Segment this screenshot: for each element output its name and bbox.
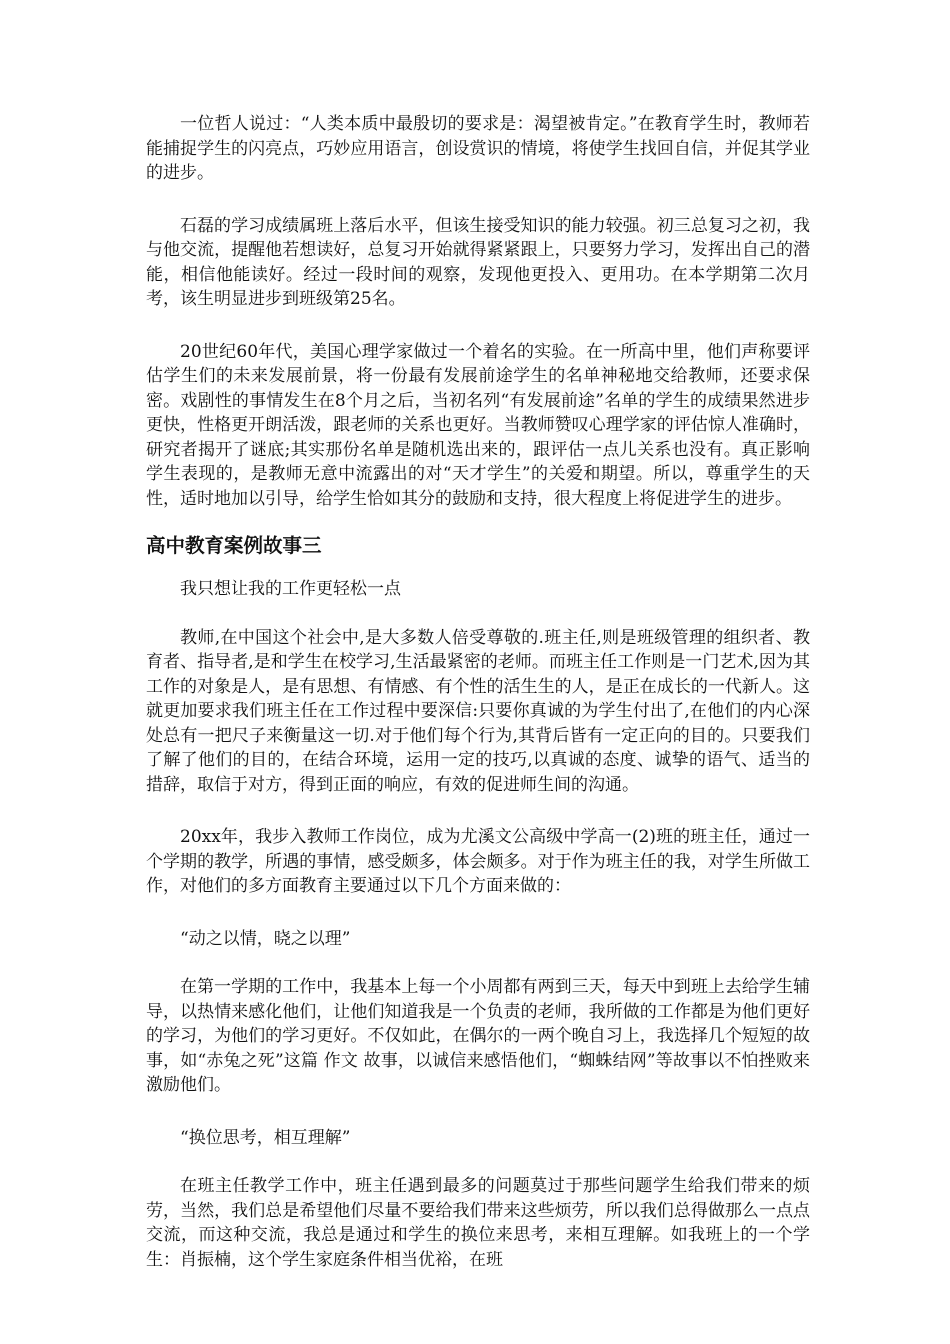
paragraph: 一位哲人说过：“人类本质中最殷切的要求是：渴望被肯定。”在教育学生时，教师若能捕捉学生的闪亮点，巧妙应用语言，创设赏识的情境，将使学生找回自信，并促其学业的进步。 [146, 114, 810, 183]
point-heading: “动之以情，晓之以理” [180, 928, 351, 949]
paragraph: 20世纪60年代，美国心理学家做过一个着名的实验。在一所高中里，他们声称要评估学生们的未来发展前景，将一份最有发展前途学生的名单神秘地交给教师，还要求保密。戏剧性的事情发生在8个月之后，当初名列“有发展前途”名单的学生的成绩果然进步更快，性格更开朗活泼，跟老师的关系也更好。当教师赞叹心理学家的评估惊人准确时，研究者揭开了谜底;其实那份名单是随机选出来的，跟评估一点儿关系也没有。真正影响学生表现的，是教师无意中流露出的对“天才学生”的关爱和期望。所以，尊重学生的天性，适时地加以引导，给学生恰如其分的鼓励和支持，很大程度上将促进学生的进步。 [146, 341, 810, 509]
point-heading: “换位思考，相互理解” [180, 1127, 351, 1148]
paragraph: 石磊的学习成绩属班上落后水平，但该生接受知识的能力较强。初三总复习之初，我与他交流，提醒他若想读好，总复习开始就得紧紧跟上，只要努力学习，发挥出自己的潜能，相信他能读好。经过一段时间的观察，发现他更投入、更用功。在本学期第二次月考，该生明显进步到班级第25名。 [146, 215, 810, 309]
document-page [146, 112, 810, 1300]
paragraph: 20xx年，我步入教师工作岗位，成为尤溪文公高级中学高一(2)班的班主任，通过一个学期的教学，所遇的事情，感受颇多，体会颇多。对于作为班主任的我，对学生所做工作，对他们的多方面教育主要通过以下几个方面来做的： [146, 827, 810, 896]
subtitle: 我只想让我的工作更轻松一点 [180, 579, 401, 599]
section-title: 高中教育案例故事三 [146, 534, 322, 557]
paragraph: 在第一学期的工作中，我基本上每一个小周都有两到三天，每天中到班上去给学生辅导，以热情来感化他们，让他们知道我是一个负责的老师，我所做的工作都是为他们更好的学习，为他们的学习更好。不仅如此，在偶尔的一两个晚自习上，我选择几个短短的故事，如“赤兔之死”这篇 作文 故事，以诚信来感悟他们，“蜘蛛结网”等故事以不怕挫败来激励他们。 [146, 977, 810, 1095]
paragraph: 在班主任教学工作中，班主任遇到最多的问题莫过于那些问题学生给我们带来的烦劳，当然，我们总是希望他们尽量不要给我们带来这些烦劳，所以我们总得做那么一点点交流，而这种交流，我总是通过和学生的换位来思考，来相互理解。如我班上的一个学生：肖振楠，这个学生家庭条件相当优裕，在班 [146, 1176, 810, 1270]
paragraph: 教师,在中国这个社会中,是大多数人倍受尊敬的.班主任,则是班级管理的组织者、教育者、指导者,是和学生在校学习,生活最紧密的老师。而班主任工作则是一门艺术,因为其工作的对象是人，是有思想、有情感、有个性的活生生的人，是正在成长的一代新人。这就更加要求我们班主任在工作过程中要深信:只要你真诚的为学生付出了,在他们的内心深处总有一把尺子来衡量这一切.对于他们每个行为,其背后皆有一定正向的目的。只要我们了解了他们的目的，在结合环境，运用一定的技巧,以真诚的态度、诚挚的语气、适当的措辞，取信于对方，得到正面的响应，有效的促进师生间的沟通。 [146, 627, 810, 795]
